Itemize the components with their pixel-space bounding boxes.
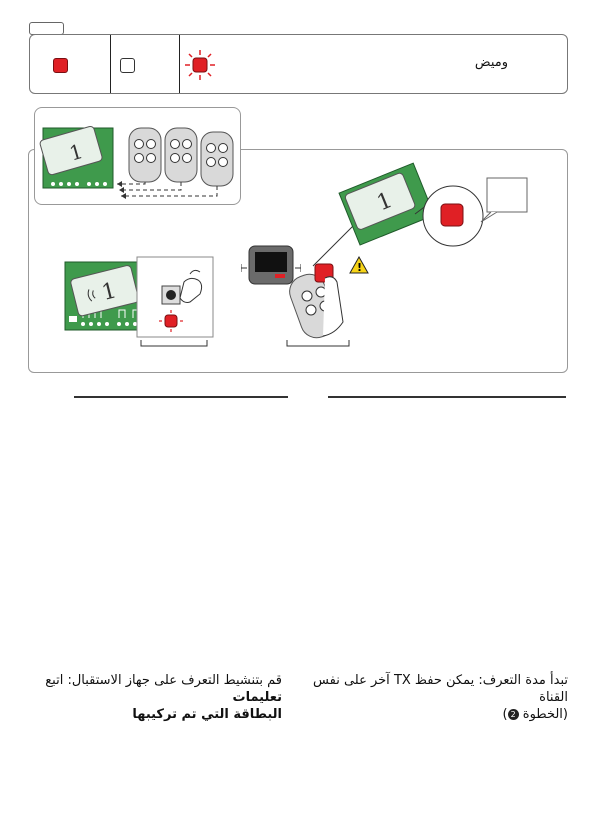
led-zoom-callout xyxy=(413,170,533,260)
step-number-badge: 2 xyxy=(508,709,519,720)
right-column-rule xyxy=(328,396,566,398)
hand-remote-icon xyxy=(285,258,351,342)
remote-icons xyxy=(129,128,233,186)
legend-divider xyxy=(110,35,111,93)
led-off-icon xyxy=(120,58,135,73)
svg-text:!: ! xyxy=(357,261,363,274)
timing-bracket xyxy=(285,340,351,350)
led-legend xyxy=(29,34,568,94)
timing-bracket xyxy=(139,340,209,350)
right-column-text: تبدأ مدة التعرف: يمكن حفظ TX آخر على نفس القناة (الخطوة 2) xyxy=(313,673,568,722)
memorize-remotes-graphic xyxy=(37,110,237,202)
press-button-panel xyxy=(136,256,214,338)
svg-text:1: 1 xyxy=(66,138,86,166)
blinking-label: وميض xyxy=(474,55,508,70)
memorize-remotes-panel xyxy=(34,107,241,205)
led-on-icon xyxy=(53,58,68,73)
svg-text:1: 1 xyxy=(373,187,396,217)
left-column-rule xyxy=(74,396,288,398)
left-column-text: قم بتنشيط التعرف على جهاز الاستقبال: اتبع تعليمات البطاقة التي تم تركيبها xyxy=(45,673,282,722)
legend-divider xyxy=(179,35,180,93)
led-blinking-icon xyxy=(182,47,218,83)
svg-text:1: 1 xyxy=(99,278,119,306)
